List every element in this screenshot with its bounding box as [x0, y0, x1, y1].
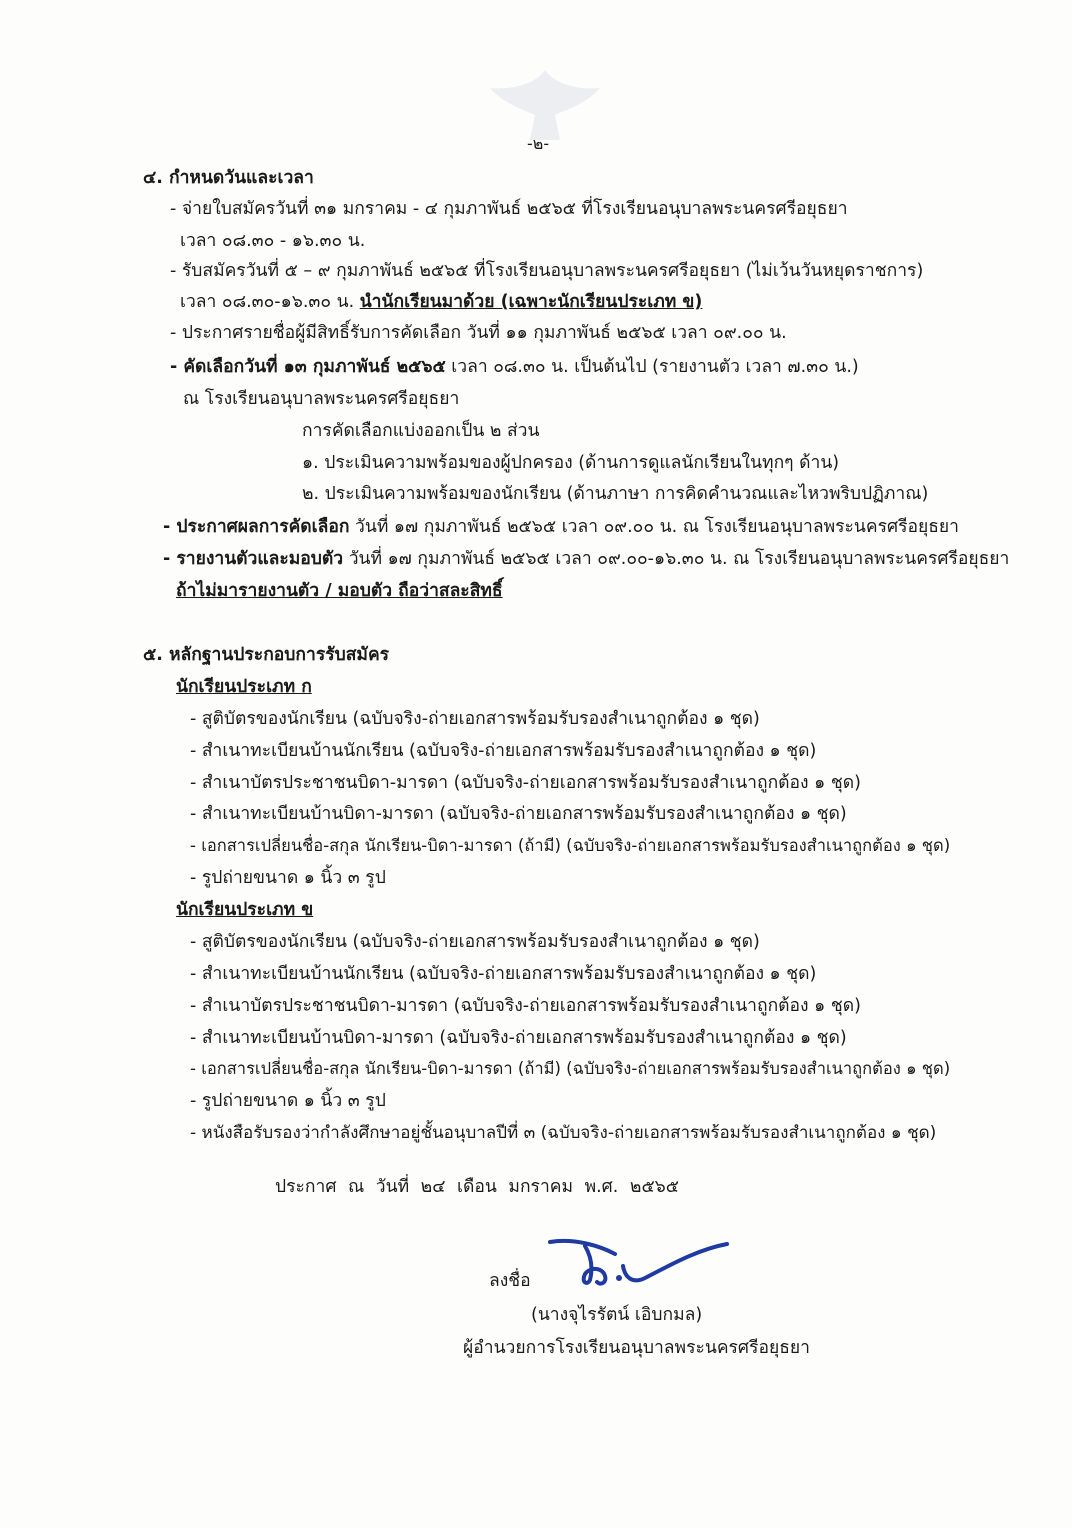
- signature-label: ลงชื่อ: [489, 1271, 531, 1291]
- section4-line7: ณ โรงเรียนอนุบาลพระนครศรีอยุธยา: [183, 389, 460, 409]
- group-b-heading: นักเรียนประเภท ข: [176, 900, 314, 920]
- group-a-item: - สำเนาทะเบียนบ้านนักเรียน (ฉบับจริง-ถ่ายเอกสารพร้อมรับรองสำเนาถูกต้อง ๑ ชุด): [190, 741, 817, 761]
- group-b-item: - เอกสารเปลี่ยนชื่อ-สกุล นักเรียน-บิดา-มารดา (ถ้ามี) (ฉบับจริง-ถ่ายเอกสารพร้อมรับรองสำเนาถูกต้อง ๑ ชุด): [190, 1059, 951, 1078]
- group-a-item: - สำเนาบัตรประชาชนบิดา-มารดา (ฉบับจริง-ถ่ายเอกสารพร้อมรับรองสำเนาถูกต้อง ๑ ชุด): [190, 773, 861, 793]
- page-number: -๒-: [527, 134, 550, 153]
- group-b-item: - สูติบัตรของนักเรียน (ฉบับจริง-ถ่ายเอกสารพร้อมรับรองสำเนาถูกต้อง ๑ ชุด): [190, 932, 760, 952]
- section4-line6: [170, 354, 859, 380]
- section4-line11: [163, 514, 959, 540]
- group-a-item: - สำเนาทะเบียนบ้านบิดา-มารดา (ฉบับจริง-ถ่ายเอกสารพร้อมรับรองสำเนาถูกต้อง ๑ ชุด): [190, 804, 847, 824]
- section4-line6-date: - คัดเลือกวันที่ ๑๓ กุมภาพันธ์ ๒๕๖๕: [170, 357, 446, 377]
- group-b-item: - สำเนาทะเบียนบ้านนักเรียน (ฉบับจริง-ถ่ายเอกสารพร้อมรับรองสำเนาถูกต้อง ๑ ชุด): [190, 964, 817, 984]
- group-a-item: - สูติบัตรของนักเรียน (ฉบับจริง-ถ่ายเอกสารพร้อมรับรองสำเนาถูกต้อง ๑ ชุด): [190, 709, 760, 729]
- group-b-item: - สำเนาบัตรประชาชนบิดา-มารดา (ฉบับจริง-ถ่ายเอกสารพร้อมรับรองสำเนาถูกต้อง ๑ ชุด): [190, 996, 861, 1016]
- section4-title: ๔. กำหนดวันและเวลา: [143, 168, 314, 188]
- group-a-item: - เอกสารเปลี่ยนชื่อ-สกุล นักเรียน-บิดา-มารดา (ถ้ามี) (ฉบับจริง-ถ่ายเอกสารพร้อมรับรองสำเนาถูกต้อง ๑ ชุด): [190, 836, 951, 855]
- section4-line12-detail: วันที่ ๑๗ กุมภาพันธ์ ๒๕๖๕ เวลา ๐๙.๐๐-๑๖.๓๐ น. ณ โรงเรียนอนุบาลพระนครศรีอยุธยา: [343, 549, 1010, 569]
- signature-mark-icon: [545, 1232, 735, 1292]
- group-a-heading: นักเรียนประเภท ก: [176, 677, 312, 697]
- section4-line3: - รับสมัครวันที่ ๕ – ๙ กุมภาพันธ์ ๒๕๖๕ ที่โรงเรียนอนุบาลพระนครศรีอยุธยา (ไม่เว้นวันหยุดราชการ): [170, 261, 924, 281]
- section4-line2: เวลา ๐๘.๓๐ - ๑๖.๓๐ น.: [180, 231, 366, 251]
- section4-line4: [180, 289, 702, 315]
- announcement-date: ประกาศ ณ วันที่ ๒๔ เดือน มกราคม พ.ศ. ๒๕๖๕: [275, 1177, 680, 1197]
- section4-line8: การคัดเลือกแบ่งออกเป็น ๒ ส่วน: [302, 421, 540, 441]
- section4-line11-detail: วันที่ ๑๗ กุมภาพันธ์ ๒๕๖๕ เวลา ๐๙.๐๐ น. ณ โรงเรียนอนุบาลพระนครศรีอยุธยา: [349, 517, 960, 537]
- section4-line6-time: เวลา ๐๘.๓๐ น. เป็นต้นไป (รายงานตัว เวลา ๗.๓๐ น.): [445, 357, 859, 377]
- group-a-item: - รูปถ่ายขนาด ๑ นิ้ว ๓ รูป: [190, 868, 386, 888]
- section4-line12: [163, 546, 1009, 572]
- section4-line12-label: - รายงานตัวและมอบตัว: [163, 549, 344, 569]
- section4-line1: - จ่ายใบสมัครวันที่ ๓๑ มกราคม - ๔ กุมภาพันธ์ ๒๕๖๕ ที่โรงเรียนอนุบาลพระนครศรีอยุธยา: [170, 199, 848, 219]
- section5-title: ๕. หลักฐานประกอบการรับสมัคร: [143, 645, 390, 665]
- signer-position: ผู้อำนวยการโรงเรียนอนุบาลพระนครศรีอยุธยา: [463, 1338, 810, 1358]
- section4-line4-time: เวลา ๐๘.๓๐-๑๖.๓๐ น.: [180, 292, 355, 312]
- section4-line10: ๒. ประเมินความพร้อมของนักเรียน (ด้านภาษา การคิดคำนวณและไหวพริบปฏิภาณ): [302, 484, 929, 504]
- section4-line4-note: นำนักเรียนมาด้วย (เฉพาะนักเรียนประเภท ข): [359, 292, 703, 312]
- group-b-item: - สำเนาทะเบียนบ้านบิดา-มารดา (ฉบับจริง-ถ่ายเอกสารพร้อมรับรองสำเนาถูกต้อง ๑ ชุด): [190, 1028, 847, 1048]
- section4-line5: - ประกาศรายชื่อผู้มีสิทธิ์รับการคัดเลือก วันที่ ๑๑ กุมภาพันธ์ ๒๕๖๕ เวลา ๐๙.๐๐ น.: [170, 323, 787, 343]
- section4-line11-label: - ประกาศผลการคัดเลือก: [163, 517, 350, 537]
- section4-line9: ๑. ประเมินความพร้อมของผู้ปกครอง (ด้านการดูแลนักเรียนในทุกๆ ด้าน): [302, 453, 840, 473]
- section4-line13: ถ้าไม่มารายงานตัว / มอบตัว ถือว่าสละสิทธิ์: [176, 581, 503, 601]
- group-b-item: - หนังสือรับรองว่ากำลังศึกษาอยู่ชั้นอนุบาลปีที่ ๓ (ฉบับจริง-ถ่ายเอกสารพร้อมรับรองสำเนาถูกต้อง ๑ ชุด): [190, 1123, 937, 1143]
- signer-name: (นางจุไรรัตน์ เอิบกมล): [531, 1305, 703, 1325]
- group-b-item: - รูปถ่ายขนาด ๑ นิ้ว ๓ รูป: [190, 1091, 386, 1111]
